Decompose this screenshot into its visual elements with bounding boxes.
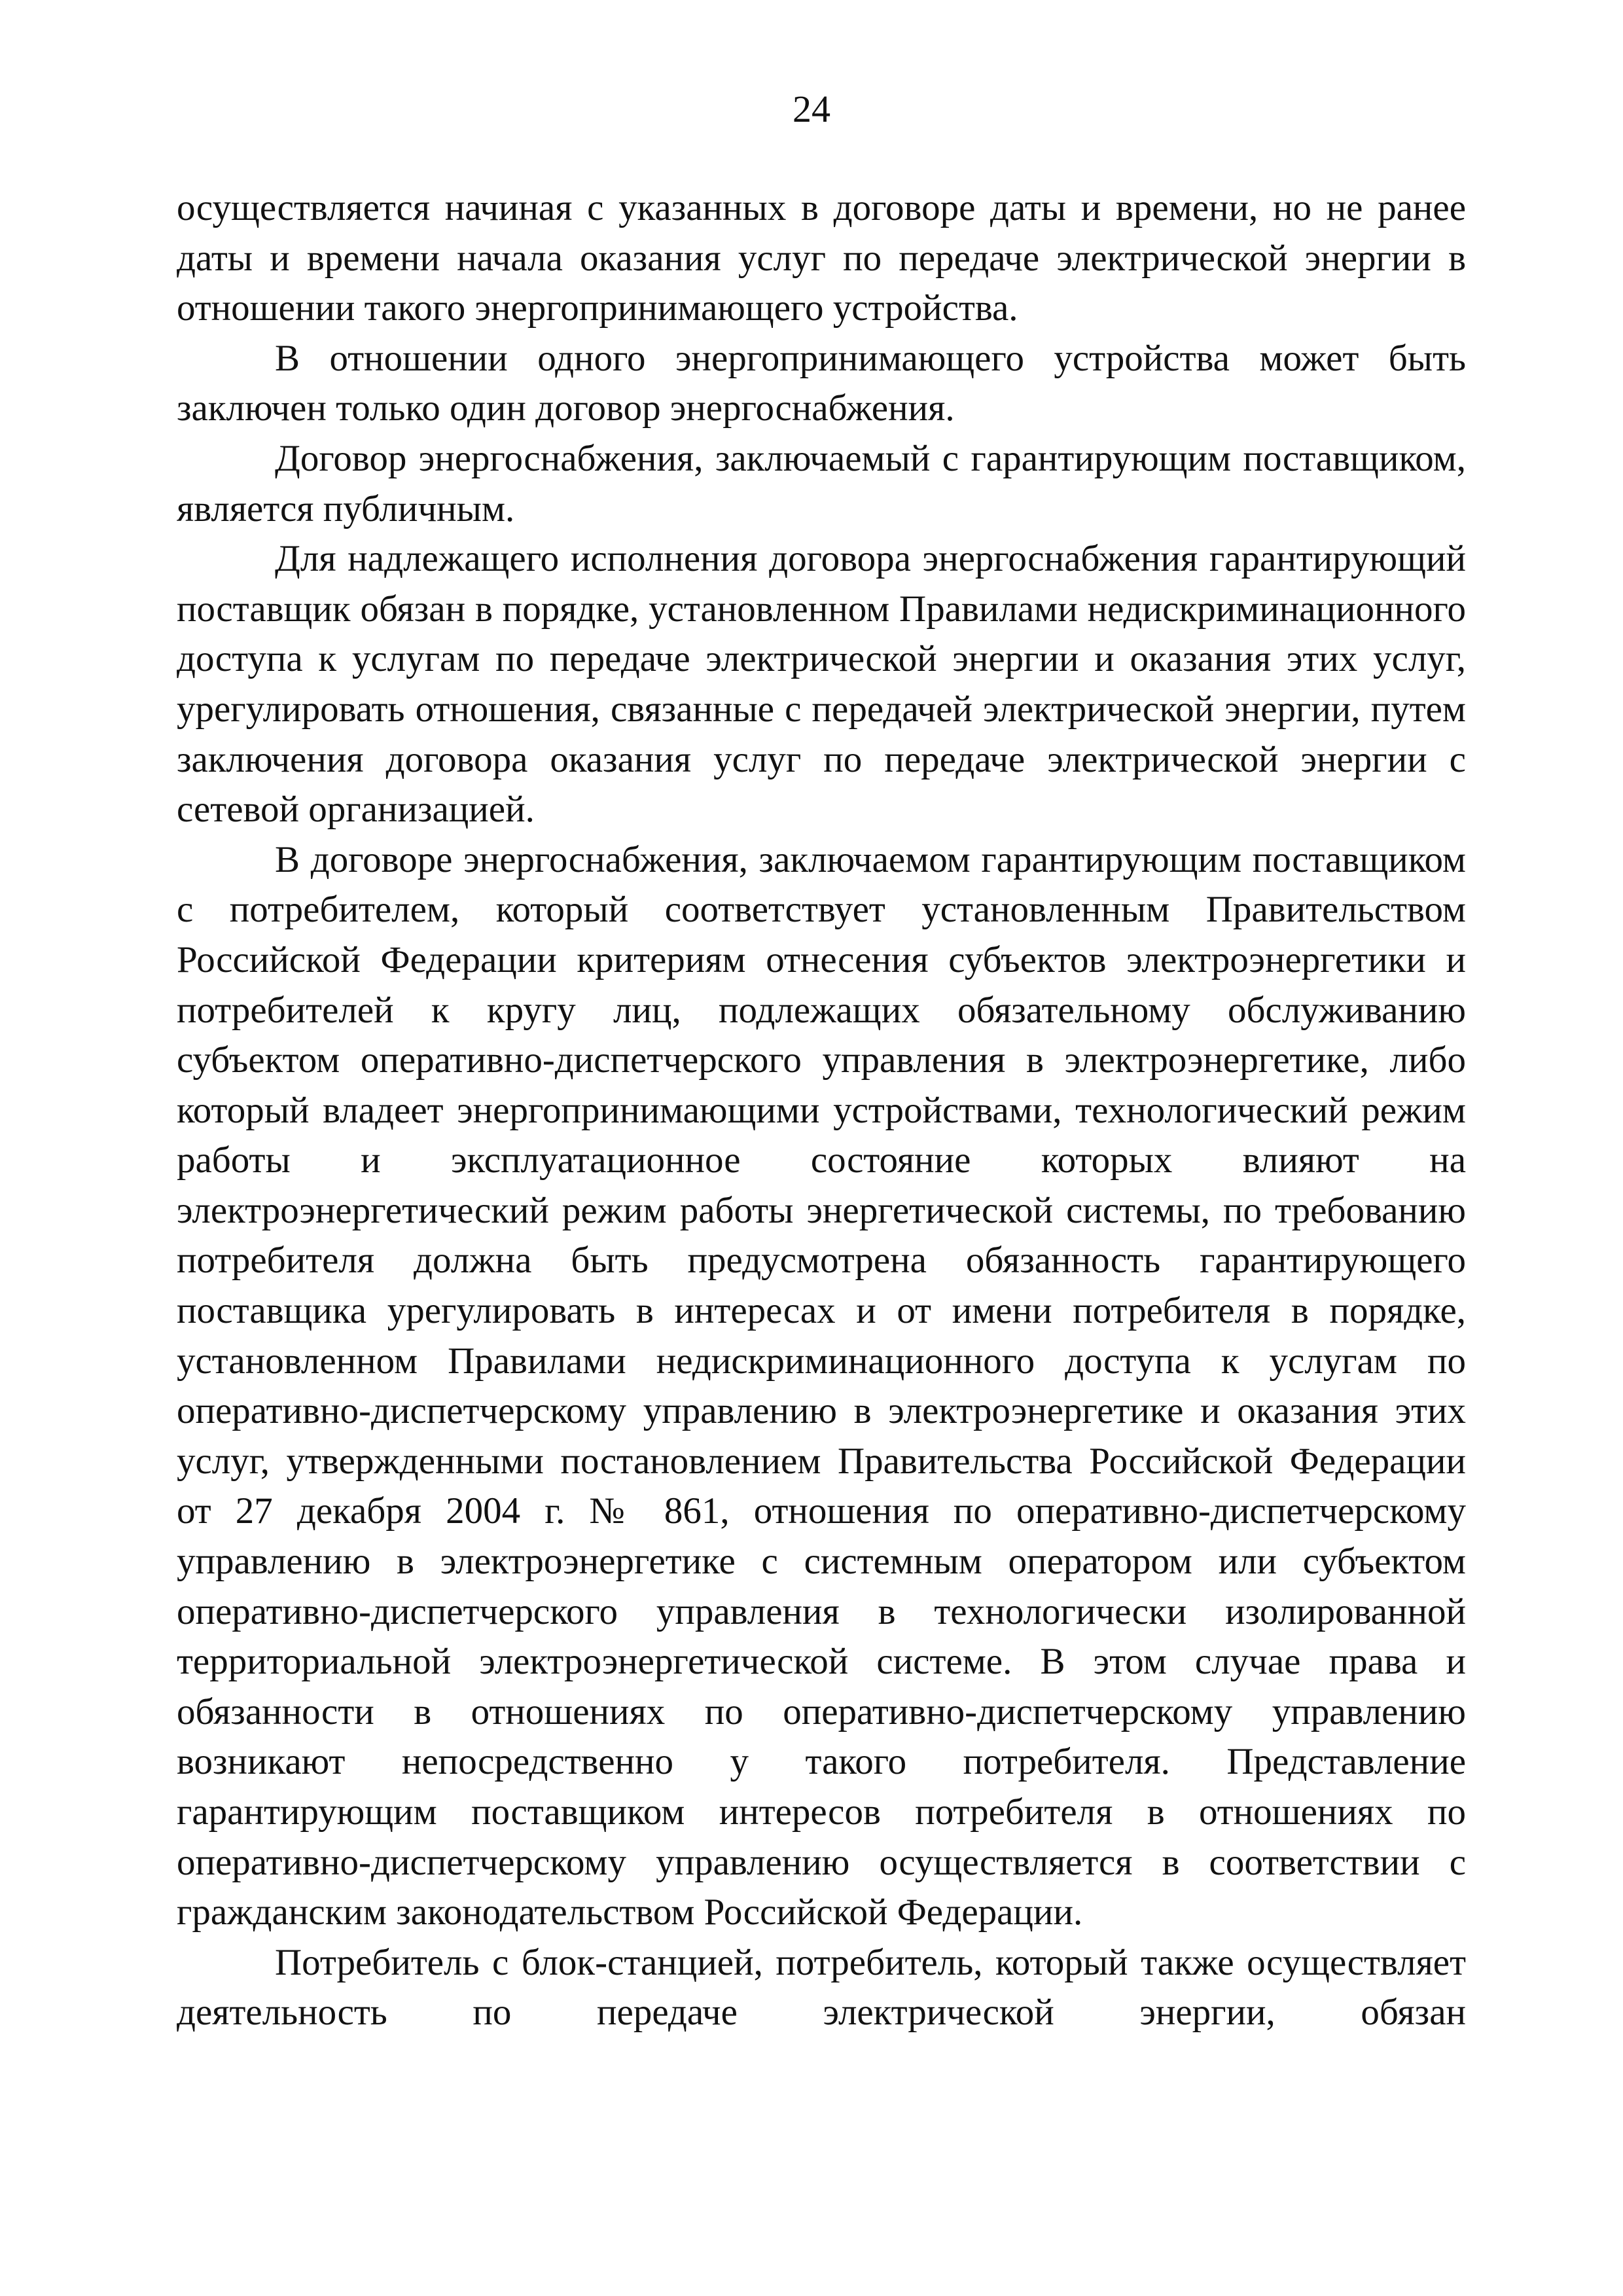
- paragraph-dispatch-control: В договоре энергоснабжения, заключаемом гарантирующим поставщиком с потребителем, который соответствует установленным Правительством Российской Федерации критериям отнесения субъектов электроэнергетики и потребителей к кругу лиц, подлежащих обязательному обслуживанию субъектом оперативно-диспетчерского управления в электроэнергетике, либо который владеет энергопринимающими устройствами, технологический режим работы и эксплуатационное состояние которых влияют на электроэнергетический режим работы энергетической системы, по требованию потребителя должна быть предусмотрена обязанность гарантирующего поставщика урегулировать в интересах и от имени потребителя в порядке, установленном Правилами недискриминационного доступа к услугам по оперативно-диспетчерскому управлению в электроэнергетике и оказания этих услуг, утвержденными постановлением Правительства Российской Федерации от 27 декабря 2004 г. № 861, отношения по оперативно-диспетчерскому управлению в электроэнергетике с системным оператором или субъектом оперативно-диспетчерского управления в технологически изолированной территориальной электроэнергетической системе. В этом случае права и обязанности в отношениях по оперативно-диспетчерскому управлению возникают непосредственно у такого потребителя. Представление гарантирующим поставщиком интересов потребителя в отношениях по оперативно-диспетчерскому управлению осуществляется в соответствии с гражданским законодательством Российской Федерации.: [177, 838, 1466, 1933]
- document-body: [177, 183, 1466, 2038]
- page-number: 24: [793, 88, 830, 130]
- paragraph-public-contract: Договор энергоснабжения, заключаемый с гарантирующим поставщиком, является публичным.: [177, 437, 1466, 529]
- paragraph-transmission-services: Для надлежащего исполнения договора энергоснабжения гарантирующий поставщик обязан в порядке, установленном Правилами недискриминационного доступа к услугам по передаче электрической энергии и оказания этих услуг, урегулировать отношения, связанные с передачей электрической энергии, путем заключения договора оказания услуг по передаче электрической энергии с сетевой организацией.: [177, 538, 1466, 831]
- paragraph-block-station: Потребитель с блок-станцией, потребитель, который также осуществляет деятельность по передаче электрической энергии, обязан: [177, 1941, 1466, 2034]
- paragraph-continuation: осуществляется начиная с указанных в договоре даты и времени, но не ранее даты и времени начала оказания услуг по передаче электрической энергии в отношении такого энергопринимающего устройства.: [177, 187, 1466, 329]
- paragraph-single-contract: В отношении одного энергопринимающего устройства может быть заключен только один договор энергоснабжения.: [177, 337, 1466, 429]
